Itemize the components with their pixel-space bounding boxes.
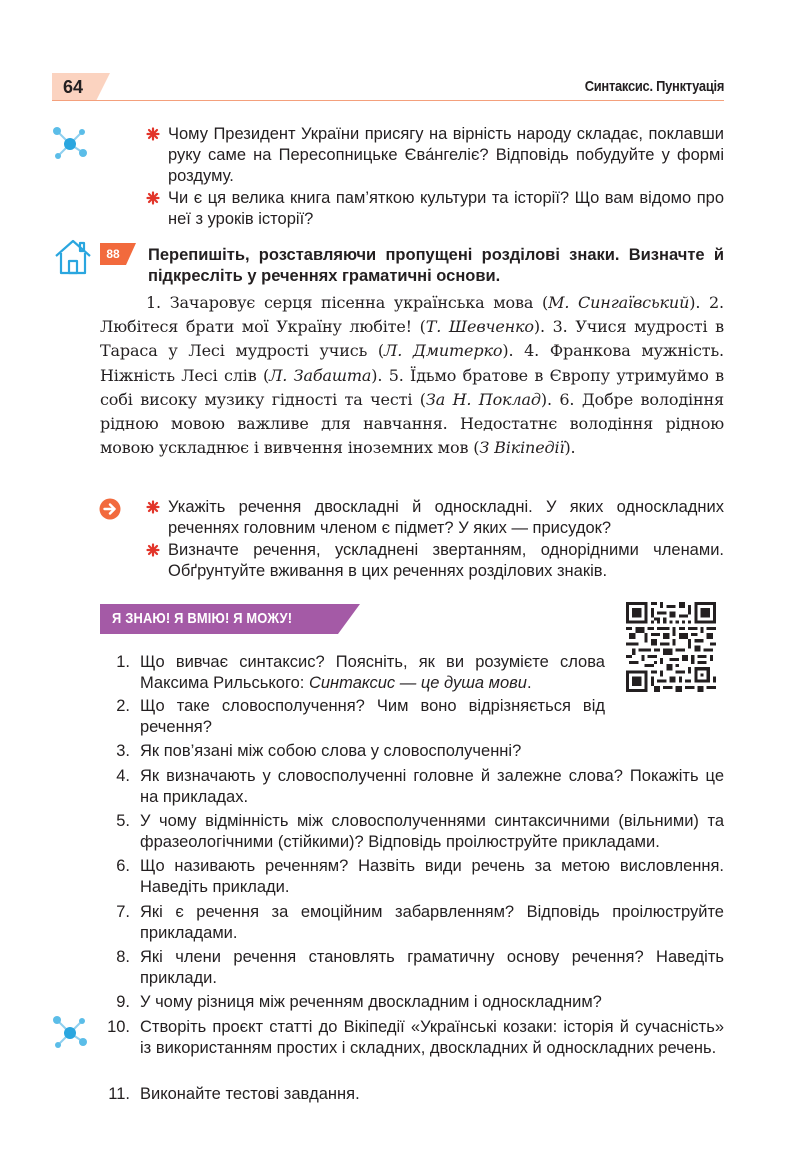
header-divider [52, 100, 724, 101]
list-text: Створіть проєкт статті до Вікіпедії «Українські козаки: історія й сучасність» із використанням простих і складних, двоскладних й односкладних речень. [140, 1018, 724, 1057]
list-text-tail: . [526, 674, 532, 692]
question-text: Чому Президент України присягу на вірність народу складає, поклавши руку саме на Пересопницьке Єва́нгеліє? Відповідь побудуйте у формі роздуму. [168, 125, 724, 185]
exercise-part: ). 2. Любітеся брати мої Україну любіте! ( [100, 293, 724, 337]
list-number: 11. [108, 1085, 130, 1103]
list-item [100, 1084, 724, 1105]
exercise-part: ). 3. Учися мудрості в Тараса у Лесі мудрості учись ( [100, 317, 724, 361]
author-name: Т. Шевченко [425, 317, 534, 337]
list-number: 2. [116, 697, 130, 715]
question-item [146, 188, 724, 230]
question-item [146, 497, 724, 539]
list-number: 7. [116, 903, 130, 921]
list-item [100, 766, 724, 808]
list-number: 5. [116, 812, 130, 830]
snowflake-bullet-icon [146, 500, 160, 514]
list-text: Що називають реченням? Назвіть види речень за метою висловлення. Наведіть приклади. [140, 857, 724, 896]
list-text: Виконайте тестові завдання. [140, 1085, 360, 1103]
list-number: 8. [116, 948, 130, 966]
task-number-badge: 88 [100, 243, 126, 265]
list-item [100, 902, 724, 944]
list-text: Які члени речення становлять граматичну основу речення? Наведіть приклади. [140, 948, 724, 987]
exercise-text [100, 291, 724, 460]
question-item [146, 540, 724, 582]
quote-italic: Синтаксис — це душа мови [308, 674, 527, 692]
list-number: 4. [116, 767, 130, 785]
list-text: У чому різниця між реченням двоскладним і односкладним? [140, 993, 602, 1011]
snowflake-bullet-icon [146, 543, 160, 557]
molecule-icon [50, 1013, 90, 1053]
arrow-right-icon [99, 498, 121, 520]
qr-code-icon[interactable] [626, 602, 716, 692]
list-item [100, 947, 724, 989]
list-text: У чому відмінність між словосполученнями синтаксичними (вільними) та фразеологічними (стійкими)? Відповідь проілюструйте прикладами. [140, 812, 724, 851]
list-item [100, 652, 605, 694]
author-name: Л. Забашта [269, 365, 372, 385]
question-text: Визначте речення, ускладнені звертанням, однорідними членами. Обґрунтуйте вживання в цих реченнях розділових знаків. [168, 541, 724, 580]
list-text: Як пов’язані між собою слова у словосполученні? [140, 742, 522, 760]
list-item [100, 696, 605, 738]
section-title: Синтаксис. Пунктуація [584, 78, 724, 95]
knowledge-banner-title: Я ЗНАЮ! Я ВМІЮ! Я МОЖУ! [112, 610, 293, 627]
list-number: 10. [107, 1018, 130, 1036]
snowflake-bullet-icon [146, 191, 160, 205]
list-item [100, 811, 724, 853]
list-item [100, 1017, 724, 1059]
source-name: З Вікіпедії [479, 438, 565, 458]
list-number: 9. [116, 993, 130, 1011]
page-number: 64 [63, 77, 84, 97]
list-item [100, 992, 724, 1013]
list-item [100, 856, 724, 898]
author-name: М. Сингаївський [548, 293, 690, 312]
task-instruction: Перепишіть, розставляючи пропущені розділові знаки. Визначте й підкресліть у реченнях граматичні основи. [148, 246, 724, 285]
exercise-part: ). 4. Франкова мужність. Ніжність Лесі слів ( [100, 341, 724, 385]
list-text-main: Що вивчає синтаксис? Поясніть, як ви розумієте слова Максима Рильського: [140, 653, 605, 692]
list-number: 6. [116, 857, 130, 875]
exercise-part: ). 6. Добре володіння рідною мовою важливе для навчання. Недостатнє володіння рідною мовою ускладнює і вивчення іноземних мов ( [100, 389, 724, 458]
list-number: 3. [116, 742, 130, 760]
list-number: 1. [116, 653, 130, 671]
author-name: Л. Дмитерко [384, 341, 503, 361]
exercise-part: ). [564, 438, 576, 458]
exercise-part: 1. Зачаровує серця пісенна українська мова ( [146, 293, 549, 312]
list-text: Як визначають у словосполученні головне й залежне слова? Покажіть це на прикладах. [140, 767, 724, 806]
exercise-part: ). 5. Їдьмо братове в Європу утримуймо в собі високу музику гідності та честі ( [100, 365, 724, 409]
list-text: Які є речення за емоційним забарвленням? Відповідь проілюструйте прикладами. [140, 903, 724, 942]
question-item [146, 124, 724, 187]
question-text: Укажіть речення двоскладні й односкладні. У яких односкладних реченнях головним членом є підмет? У яких — присудок? [168, 498, 724, 537]
home-icon [54, 238, 92, 276]
question-text: Чи є ця велика книга пам’яткою культури та історії? Що вам відомо про неї з уроків історії? [168, 189, 724, 228]
snowflake-bullet-icon [146, 127, 160, 141]
list-text: Що таке словосполучення? Чим воно відрізняється від речення? [140, 697, 605, 736]
list-item [100, 741, 724, 762]
author-name: За Н. Поклад [425, 389, 541, 409]
molecule-icon [50, 124, 90, 164]
list-text [140, 652, 605, 694]
